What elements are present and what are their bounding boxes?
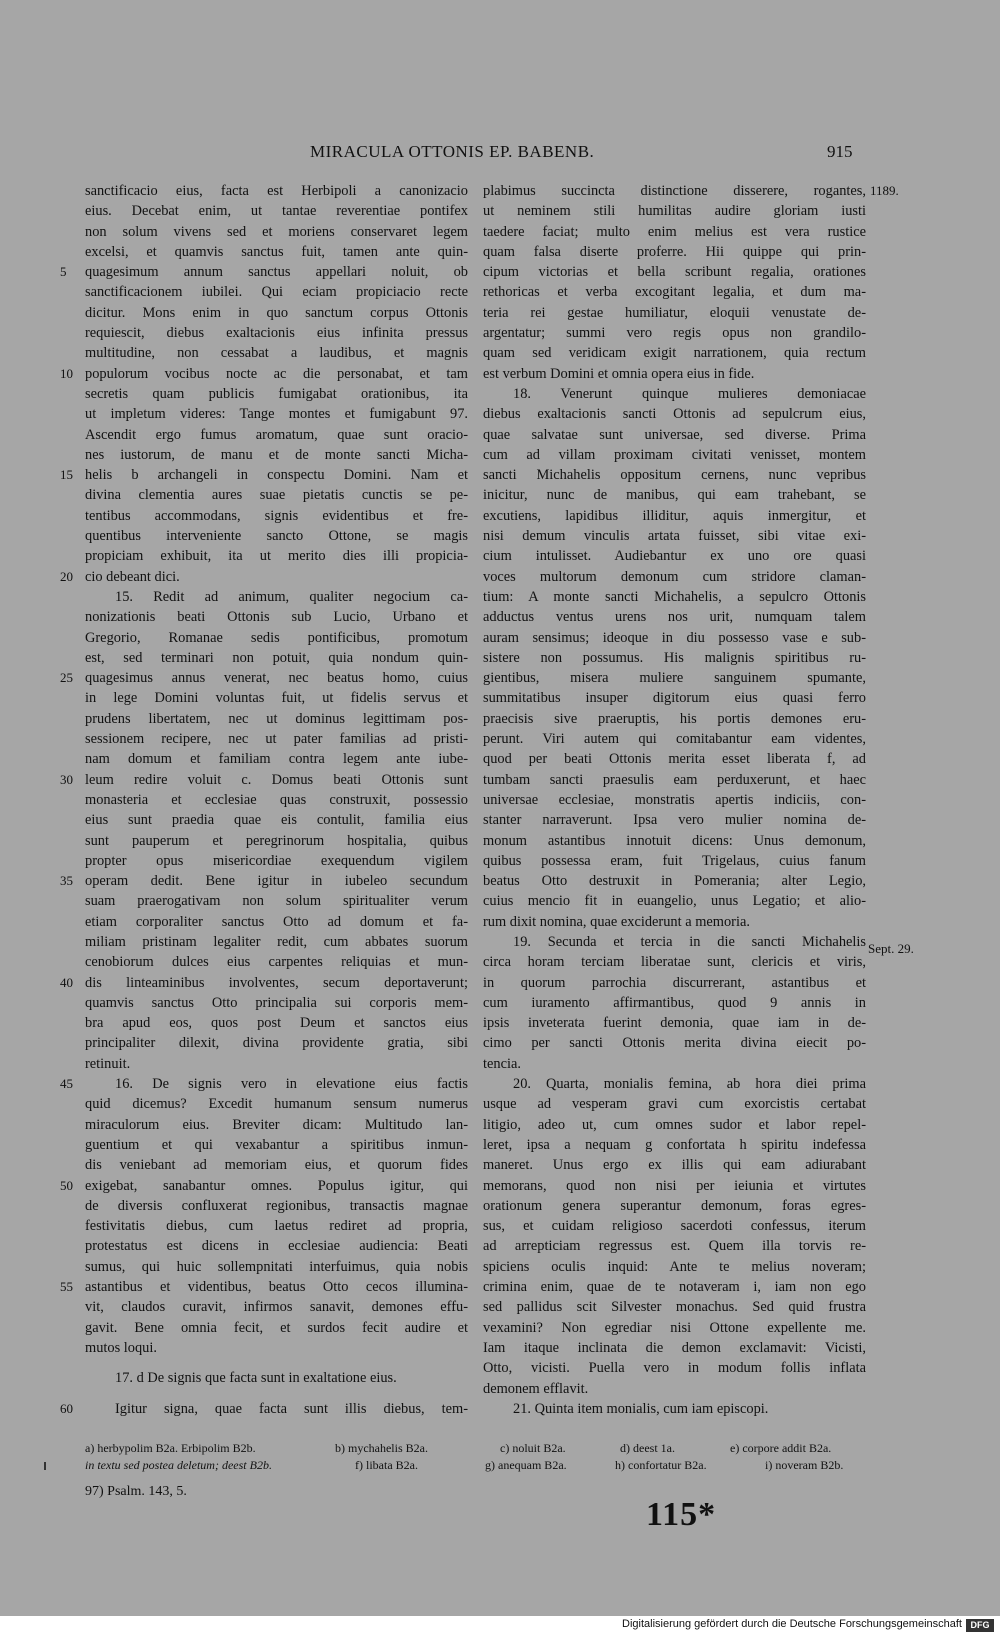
text-line: astantibus et videntibus, beatus Otto cecos illumina- bbox=[85, 1279, 468, 1296]
paragraph-gap bbox=[85, 1358, 468, 1368]
text-line: tentibus accommodans, signis evidentibus et fre- bbox=[85, 507, 468, 524]
text-line: orationum genera superantur demonum, foras egres- bbox=[483, 1197, 866, 1214]
text-line: excutiens, lapidibus illiditur, aquis inmergitur, et bbox=[483, 507, 866, 524]
text-line: nes iustorum, de manu et de monte sancti Micha- bbox=[85, 446, 468, 463]
line-number: 10 bbox=[60, 365, 73, 381]
text-line: cipum victorias et bella scribunt regalia, orationes bbox=[483, 264, 866, 281]
text-line: 21. Quinta item monialis, cum iam episcopi. bbox=[513, 1400, 769, 1417]
text-line: dis linteaminibus involventes, secum deportaverunt; bbox=[85, 974, 468, 991]
text-line: 17. d De signis que facta sunt in exaltatione eius. bbox=[115, 1370, 397, 1387]
text-line: helis b archangeli in conspectu Domini. Nam et bbox=[85, 467, 468, 484]
line-number: 15 bbox=[60, 467, 73, 483]
text-line: multitudine, non cessabat a laudibus, et magnis bbox=[85, 345, 468, 362]
text-line: Ascendit ergo fumus aromatum, quae sunt oracio- bbox=[85, 426, 468, 443]
text-line: universae ecclesiae, monstratis apertis indiciis, con- bbox=[483, 791, 866, 808]
text-line: ipsis inveterata fuerint demonia, quae iam in de- bbox=[483, 1015, 866, 1032]
text-line: dicitur. Mons enim in quo sanctum corpus Ottonis bbox=[85, 304, 468, 321]
left-text-column bbox=[85, 181, 468, 1419]
text-line: quae salvatae sunt universae, sed diverse. Prima bbox=[483, 426, 866, 443]
line-number: 50 bbox=[60, 1177, 73, 1193]
text-line: cimo per sancti Ottonis merita divina eiecit po- bbox=[483, 1035, 866, 1052]
text-line: maneret. Unus ergo ex illis qui eam adiurabant bbox=[483, 1157, 866, 1174]
text-line: sed pallidus scit Silvester monachus. Sed quid frustra bbox=[483, 1299, 866, 1316]
text-line: operam dedit. Bene igitur in iubeleo secundum bbox=[85, 873, 468, 890]
text-line: leum redire voluit c. Domus beati Ottonis sunt bbox=[85, 771, 468, 788]
text-line: festivitatis diebus, cum laetus rediret ad propria, bbox=[85, 1218, 468, 1235]
line-number: 60 bbox=[60, 1400, 73, 1416]
text-line: taedere faciat; multo enim melius est vera rustice bbox=[483, 223, 866, 240]
text-line: adductus ventus urens nos urit, numquam talem bbox=[483, 609, 866, 626]
text-line: propiciam exhibuit, ita ut merito dies illi propicia- bbox=[85, 548, 468, 565]
text-line: populorum vocibus nocte ac die personabat, et tam bbox=[85, 365, 468, 382]
reference-note: 97) Psalm. 143, 5. bbox=[85, 1484, 187, 1499]
text-line: Otto, vicisti. Puella vero in modum follis inflata bbox=[483, 1360, 866, 1377]
text-line: 19. Secunda et tercia in die sancti Michahelis bbox=[513, 933, 866, 950]
text-line: sancti Michahelis oppositum cernens, nunc vepribus bbox=[483, 467, 866, 484]
text-line: dis veniebant ad memoriam eius, et quorum fides bbox=[85, 1157, 468, 1174]
text-line: gientibus, misera muliere sanguinem spumante, bbox=[483, 670, 866, 687]
text-line: plabimus succincta distinctione disserere, rogantes, bbox=[483, 183, 866, 199]
text-line: auram sensimus; ideoque in diu possesso vase e sub- bbox=[483, 629, 866, 646]
text-line: quibus possessa eram, fuit Trigelaus, cuius fanum bbox=[483, 852, 866, 869]
margin-note-year: 1189. bbox=[870, 183, 899, 198]
text-line: crimina enim, quae de te notaveram i, iam non ego bbox=[483, 1279, 866, 1296]
text-line: ut impletum videres: Tange montes et fumigabunt 97. bbox=[85, 406, 468, 423]
text-line: circa horam terciam liberatae sunt, clericis et viris, bbox=[483, 954, 866, 971]
text-line: quagesimum annum sanctus appellari noluit, ob bbox=[85, 264, 468, 281]
text-line: eius sunt praedia quae eis contulit, familia eius bbox=[85, 812, 468, 829]
text-line: secretis quam publicis fumigabat orationibus, ita bbox=[85, 385, 468, 402]
text-line: sunt pauperum et peregrinorum hospitalia, quibus bbox=[85, 832, 468, 849]
text-line: spiciens oculis inquid: Ante te melius noveram; bbox=[483, 1258, 866, 1275]
text-line: ad arrepticiam regressus est. Quem illa torvis re- bbox=[483, 1238, 866, 1255]
text-line: nonizationis beati Ottonis sub Lucio, Urbano et bbox=[85, 609, 468, 626]
margin-mark bbox=[44, 1462, 46, 1470]
line-number: 45 bbox=[60, 1076, 73, 1092]
line-number: 55 bbox=[60, 1279, 73, 1295]
text-line: sanctificacionem iubilei. Qui eciam propiciacio recte bbox=[85, 284, 468, 301]
text-line: sus, et cuidam religioso sacerdoti confessus, iterum bbox=[483, 1218, 866, 1235]
text-line: guentium et qui vexabantur a spiritibus inmun- bbox=[85, 1136, 468, 1153]
line-number: 5 bbox=[60, 264, 67, 280]
text-line: quam sed veridicam exigit narrationem, quia rectum bbox=[483, 345, 866, 362]
text-line: sumus, qui huic sollempnitati interfuimus, quia nobis bbox=[85, 1258, 468, 1275]
text-line: sanctificacio eius, facta est Herbipoli a canonizacio bbox=[85, 183, 468, 199]
text-line: cum iuramento affirmantibus, quod 9 annis in bbox=[483, 994, 866, 1011]
margin-note-date: Sept. 29. bbox=[868, 941, 914, 956]
text-line: sessionem recipere, nec ut pater familias ad pristi- bbox=[85, 731, 468, 748]
text-line: sistere non possumus. His malignis spiritibus ru- bbox=[483, 649, 866, 666]
text-line: demonem efflavit. bbox=[483, 1380, 589, 1397]
footnote-b: b) mychahelis B2a. bbox=[335, 1441, 428, 1455]
text-line: divina clementia aures suae pietatis cunctis se pe- bbox=[85, 487, 468, 504]
text-line: vexamini? Non egrediar nisi Ottone expellente me. bbox=[483, 1319, 866, 1336]
text-line: in quorum parrochia discurrerant, astantibus et bbox=[483, 974, 866, 991]
text-line: nisi demum vinculis artata fuisset, sibi vitae exi- bbox=[483, 528, 866, 545]
text-line: prudens libertatem, nec ut dominus legittimam pos- bbox=[85, 710, 468, 727]
text-line: teria rei gestae humiliatur, eloquii venustate de- bbox=[483, 304, 866, 321]
text-line: usque ad vesperam gravi cum exorcistis certabat bbox=[483, 1096, 866, 1113]
footnote-a-continued: in textu sed postea deletum; deest B2b. bbox=[85, 1458, 272, 1472]
text-line: rum dixit nomina, quae exciderunt a memoria. bbox=[483, 913, 750, 930]
right-text-column bbox=[483, 181, 866, 1419]
text-line: stanter narraverunt. Ipsa vero mulier nomina de- bbox=[483, 812, 866, 829]
text-line: etiam corporaliter sanctus Otto ad domum et fa- bbox=[85, 913, 468, 930]
text-line: diebus exaltacionis sancti Ottonis ad sepulcrum eius, bbox=[483, 406, 866, 423]
text-line: inicitur, nunc de manibus, qui eam trahebant, se bbox=[483, 487, 866, 504]
text-line: 15. Redit ad animum, qualiter negocium ca- bbox=[115, 588, 468, 605]
text-line: exigebat, sanabantur omnes. Populus igitur, qui bbox=[85, 1177, 468, 1194]
footnote-h: h) confortatur B2a. bbox=[615, 1458, 707, 1472]
text-line: suam praerogativam non solum spiritualiter verum bbox=[85, 893, 468, 910]
footnotes bbox=[85, 1440, 875, 1474]
footnote-i: i) noveram B2b. bbox=[765, 1458, 844, 1472]
text-line: miraculorum eius. Breviter dicam: Multitudo lan- bbox=[85, 1116, 468, 1133]
footnote-c: c) noluit B2a. bbox=[500, 1441, 566, 1455]
text-line: beatus Otto destruxit in Pomerania; alter Legio, bbox=[483, 873, 866, 890]
text-line: tumbam sancti praesulis eam perduxerunt, et haec bbox=[483, 771, 866, 788]
text-line: 16. De signis vero in elevatione eius factis bbox=[115, 1076, 468, 1093]
text-line: in lege Domini voluntas fuit, ut fidelis servus et bbox=[85, 690, 468, 707]
text-line: excelsi, et quamvis sanctus fuit, tamen ante quin- bbox=[85, 243, 468, 260]
text-line: non solum vivens sed et moriens conservaret legem bbox=[85, 223, 468, 240]
text-line: quamvis sanctus Otto principalia sui corporis mem- bbox=[85, 994, 468, 1011]
text-line: rethoricas et verba excogitant legalia, et dum ma- bbox=[483, 284, 866, 301]
footnote-d: d) deest 1a. bbox=[620, 1441, 675, 1455]
text-line: ut neminem stili humilitas audire gloriam iusti bbox=[483, 203, 866, 220]
text-line: est, sed terminari non potuit, quia nondum quin- bbox=[85, 649, 468, 666]
text-line: protestatus est dicens in ecclesiae audiencia: Beati bbox=[85, 1238, 468, 1255]
text-line: praecisis sive praeruptis, his portis demones eru- bbox=[483, 710, 866, 727]
text-line: propter opus misericordiae exequendum vigilem bbox=[85, 852, 468, 869]
line-number: 30 bbox=[60, 771, 73, 787]
text-line: Igitur signa, quae facta sunt illis diebus, tem- bbox=[115, 1400, 468, 1417]
page-number: 915 bbox=[827, 142, 853, 161]
paragraph-gap bbox=[85, 1389, 468, 1399]
text-line: cium intulisset. Audiebantur ex uno ore quasi bbox=[483, 548, 866, 565]
text-line: est verbum Domini et omnia opera eius in fide. bbox=[483, 365, 755, 382]
text-line: cenobiorum dulces eius carpentes reliquias et mun- bbox=[85, 954, 468, 971]
text-line: quid dicemus? Excedit humanum sensum numerus bbox=[85, 1096, 468, 1113]
text-line: litigio, adeo ut, cum omnes sudor et labor repel- bbox=[483, 1116, 866, 1133]
text-line: retinuit. bbox=[85, 1055, 131, 1072]
running-title: MIRACULA OTTONIS EP. BABENB. bbox=[310, 142, 595, 161]
text-line: quentibus interveniente sancto Ottone, se magis bbox=[85, 528, 468, 545]
footnote-e: e) corpore addit B2a. bbox=[730, 1441, 832, 1455]
text-line: tencia. bbox=[483, 1055, 521, 1072]
text-line: leret, ipsa a nequam g confortata h spiritu indefessa bbox=[483, 1136, 866, 1153]
line-number: 25 bbox=[60, 670, 73, 686]
text-line: mutos loqui. bbox=[85, 1339, 157, 1356]
text-line: cuius mencio fit in euangelio, unus Legatio; et alio- bbox=[483, 893, 866, 910]
text-line: perunt. Viri autem qui comitabantur eam videntes, bbox=[483, 731, 866, 748]
line-number: 40 bbox=[60, 974, 73, 990]
text-line: principaliter dilexit, divina providente gratia, sibi bbox=[85, 1035, 468, 1052]
footer-credit: Digitalisierung gefördert durch die Deutsche Forschungsgemeinschaft bbox=[622, 1618, 962, 1630]
dfg-logo-icon: DFG bbox=[966, 1619, 994, 1632]
text-line: 20. Quarta, monialis femina, ab hora diei prima bbox=[513, 1076, 866, 1093]
text-line: Iam itaque inclinata die demon exclamavit: Vicisti, bbox=[483, 1339, 866, 1356]
text-line: vit, claudos curavit, infirmos sanavit, demones effu- bbox=[85, 1299, 468, 1316]
text-line: miliam pristinam legaliter redit, cum abbates suorum bbox=[85, 933, 468, 950]
text-line: quagesimus annus venerat, nec beatus homo, cuius bbox=[85, 670, 468, 687]
footnote-a: a) herbypolim B2a. Erbipolim B2b. bbox=[85, 1441, 256, 1455]
text-line: memorans, quod non nisi per ieiunia et virtutes bbox=[483, 1177, 866, 1194]
footer-bar bbox=[0, 1616, 1000, 1635]
text-line: monum astantibus innotuit dicens: Unus demonum, bbox=[483, 832, 866, 849]
sheet-number: 115* bbox=[646, 1496, 717, 1533]
text-line: nam domum et familiam contra legem ante iube- bbox=[85, 751, 468, 768]
text-line: gavit. Bene omnia fecit, et surdos fecit audire et bbox=[85, 1319, 468, 1336]
text-line: requiescit, diebus exaltacionis eius infinita pressus bbox=[85, 325, 468, 342]
text-line: bra apud eos, quos post Deum et sanctos eius bbox=[85, 1015, 468, 1032]
footnote-f: f) libata B2a. bbox=[355, 1458, 418, 1472]
text-line: voces multorum demonum cum stridore claman- bbox=[483, 568, 866, 585]
line-number: 20 bbox=[60, 568, 73, 584]
text-line: eius. Decebat enim, ut tantae reverentiae pontifex bbox=[85, 203, 468, 220]
text-line: cio debeant dici. bbox=[85, 568, 180, 585]
text-line: Gregorio, Romanae sedis pontificibus, promotum bbox=[85, 629, 468, 646]
line-number: 35 bbox=[60, 873, 73, 889]
page-header bbox=[0, 142, 1000, 166]
text-line: tium: A monte sancti Michahelis, a sepulcro Ottonis bbox=[483, 588, 866, 605]
text-line: summitatibus insuper digitorum eius quasi ferro bbox=[483, 690, 866, 707]
text-line: quam falsa diserte proferre. Hii quippe qui prin- bbox=[483, 243, 866, 260]
text-line: de diversis confluxerat regionibus, transactis magnae bbox=[85, 1197, 468, 1214]
text-line: 18. Venerunt quinque mulieres demoniacae bbox=[513, 385, 866, 402]
footnote-g: g) anequam B2a. bbox=[485, 1458, 567, 1472]
text-line: cum ad villam proximam civitati venisset, montem bbox=[483, 446, 866, 463]
text-line: monasteria et ecclesiae quas construxit, possessio bbox=[85, 791, 468, 808]
text-line: argentatur; summi vero regis opus non grandilo- bbox=[483, 325, 866, 342]
text-line: quod per beati Ottonis merita esset liberata f, ad bbox=[483, 751, 866, 768]
